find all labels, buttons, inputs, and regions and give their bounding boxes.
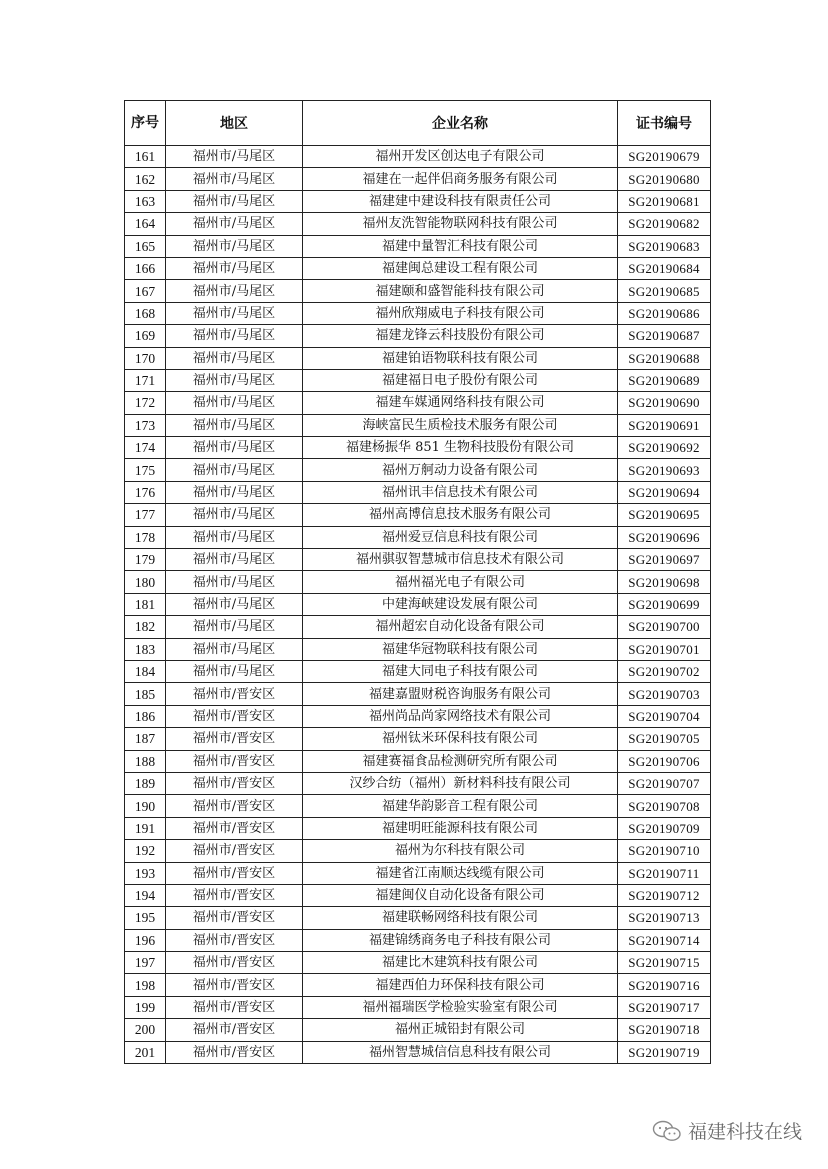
cell-seq: 184 <box>125 660 166 682</box>
cell-cert: SG20190696 <box>618 526 711 548</box>
cell-seq: 197 <box>125 952 166 974</box>
cell-cert: SG20190685 <box>618 280 711 302</box>
cell-cert: SG20190684 <box>618 257 711 279</box>
cell-region: 福州市/马尾区 <box>166 616 303 638</box>
cell-region: 福州市/晋安区 <box>166 952 303 974</box>
cell-seq: 171 <box>125 369 166 391</box>
cell-region: 福州市/马尾区 <box>166 347 303 369</box>
table-row <box>125 549 711 571</box>
cell-region: 福州市/马尾区 <box>166 235 303 257</box>
cell-region: 福州市/晋安区 <box>166 907 303 929</box>
cell-company: 福州尚品尚家网络技术有限公司 <box>303 705 618 727</box>
certificate-table <box>124 100 711 1064</box>
table-row <box>125 884 711 906</box>
cell-seq: 176 <box>125 481 166 503</box>
cell-region: 福州市/晋安区 <box>166 1019 303 1041</box>
cell-region: 福州市/马尾区 <box>166 146 303 168</box>
cell-company: 福建杨振华 851 生物科技股份有限公司 <box>303 437 618 459</box>
cell-region: 福州市/马尾区 <box>166 414 303 436</box>
table-body <box>125 146 711 1064</box>
cell-cert: SG20190707 <box>618 772 711 794</box>
cell-cert: SG20190686 <box>618 302 711 324</box>
cell-seq: 182 <box>125 616 166 638</box>
cell-cert: SG20190693 <box>618 459 711 481</box>
cell-company: 福州为尔科技有限公司 <box>303 840 618 862</box>
cell-company: 福建中量智汇科技有限公司 <box>303 235 618 257</box>
cell-company: 福州高博信息技术服务有限公司 <box>303 504 618 526</box>
table-row <box>125 840 711 862</box>
cell-region: 福州市/晋安区 <box>166 683 303 705</box>
cell-cert: SG20190706 <box>618 750 711 772</box>
table-row <box>125 795 711 817</box>
table-row <box>125 235 711 257</box>
cell-company: 海峡富民生质检技术服务有限公司 <box>303 414 618 436</box>
table-row <box>125 414 711 436</box>
table-row <box>125 728 711 750</box>
cell-region: 福州市/晋安区 <box>166 862 303 884</box>
cell-company: 福建省江南顺达线缆有限公司 <box>303 862 618 884</box>
cell-seq: 161 <box>125 146 166 168</box>
cell-company: 福建在一起伴侣商务服务有限公司 <box>303 168 618 190</box>
cell-cert: SG20190714 <box>618 929 711 951</box>
table-row <box>125 683 711 705</box>
cell-company: 福建建中建设科技有限责任公司 <box>303 190 618 212</box>
table-row <box>125 952 711 974</box>
cell-seq: 178 <box>125 526 166 548</box>
cell-region: 福州市/马尾区 <box>166 593 303 615</box>
cell-company: 福州讯丰信息技术有限公司 <box>303 481 618 503</box>
cell-seq: 198 <box>125 974 166 996</box>
table-row <box>125 616 711 638</box>
cell-cert: SG20190719 <box>618 1041 711 1063</box>
cell-cert: SG20190715 <box>618 952 711 974</box>
table-header-row <box>125 101 711 146</box>
table-row <box>125 146 711 168</box>
cell-seq: 193 <box>125 862 166 884</box>
cell-company: 福建车媒通网络科技有限公司 <box>303 392 618 414</box>
cell-cert: SG20190718 <box>618 1019 711 1041</box>
cell-region: 福州市/晋安区 <box>166 929 303 951</box>
cell-region: 福州市/晋安区 <box>166 840 303 862</box>
cell-company: 福州福瑞医学检验实验室有限公司 <box>303 996 618 1018</box>
cell-company: 福州智慧城信信息科技有限公司 <box>303 1041 618 1063</box>
table-row <box>125 213 711 235</box>
table-row <box>125 638 711 660</box>
cell-region: 福州市/晋安区 <box>166 996 303 1018</box>
cell-seq: 166 <box>125 257 166 279</box>
cell-region: 福州市/晋安区 <box>166 750 303 772</box>
cell-cert: SG20190691 <box>618 414 711 436</box>
cell-region: 福州市/马尾区 <box>166 459 303 481</box>
cell-region: 福州市/马尾区 <box>166 549 303 571</box>
cell-seq: 169 <box>125 325 166 347</box>
cell-seq: 194 <box>125 884 166 906</box>
cell-cert: SG20190688 <box>618 347 711 369</box>
cell-seq: 201 <box>125 1041 166 1063</box>
cell-seq: 168 <box>125 302 166 324</box>
cell-seq: 164 <box>125 213 166 235</box>
table-row <box>125 862 711 884</box>
cell-cert: SG20190709 <box>618 817 711 839</box>
cell-region: 福州市/晋安区 <box>166 795 303 817</box>
header-cert: 证书编号 <box>618 101 711 146</box>
cell-company: 福建龙锋云科技股份有限公司 <box>303 325 618 347</box>
cell-seq: 162 <box>125 168 166 190</box>
cell-cert: SG20190713 <box>618 907 711 929</box>
cell-region: 福州市/马尾区 <box>166 437 303 459</box>
table-row <box>125 168 711 190</box>
cell-region: 福州市/晋安区 <box>166 817 303 839</box>
cell-company: 福州欣翔威电子科技有限公司 <box>303 302 618 324</box>
cell-region: 福州市/马尾区 <box>166 369 303 391</box>
cell-seq: 165 <box>125 235 166 257</box>
cell-company: 福建闽仪自动化设备有限公司 <box>303 884 618 906</box>
table-row <box>125 907 711 929</box>
cell-company: 福州开发区创达电子有限公司 <box>303 146 618 168</box>
cell-region: 福州市/晋安区 <box>166 884 303 906</box>
header-company: 企业名称 <box>303 101 618 146</box>
cell-seq: 183 <box>125 638 166 660</box>
cell-seq: 192 <box>125 840 166 862</box>
cell-cert: SG20190710 <box>618 840 711 862</box>
cell-cert: SG20190683 <box>618 235 711 257</box>
cell-seq: 191 <box>125 817 166 839</box>
cell-region: 福州市/马尾区 <box>166 213 303 235</box>
cell-seq: 185 <box>125 683 166 705</box>
table-row <box>125 504 711 526</box>
cell-region: 福州市/晋安区 <box>166 1041 303 1063</box>
table-row <box>125 392 711 414</box>
cell-seq: 189 <box>125 772 166 794</box>
cell-company: 中建海峡建设发展有限公司 <box>303 593 618 615</box>
cell-cert: SG20190689 <box>618 369 711 391</box>
table-row <box>125 1041 711 1063</box>
cell-region: 福州市/马尾区 <box>166 504 303 526</box>
cell-company: 福建比木建筑科技有限公司 <box>303 952 618 974</box>
cell-company: 福州万舸动力设备有限公司 <box>303 459 618 481</box>
cell-cert: SG20190702 <box>618 660 711 682</box>
cell-company: 福建华冠物联科技有限公司 <box>303 638 618 660</box>
cell-region: 福州市/马尾区 <box>166 302 303 324</box>
table-row <box>125 817 711 839</box>
table-row <box>125 302 711 324</box>
cell-seq: 179 <box>125 549 166 571</box>
cell-company: 福州福光电子有限公司 <box>303 571 618 593</box>
cell-seq: 173 <box>125 414 166 436</box>
cell-cert: SG20190712 <box>618 884 711 906</box>
cell-seq: 170 <box>125 347 166 369</box>
table-row <box>125 929 711 951</box>
cell-seq: 199 <box>125 996 166 1018</box>
cell-region: 福州市/马尾区 <box>166 571 303 593</box>
cell-cert: SG20190716 <box>618 974 711 996</box>
table-row <box>125 280 711 302</box>
cell-cert: SG20190711 <box>618 862 711 884</box>
cell-seq: 177 <box>125 504 166 526</box>
cell-cert: SG20190682 <box>618 213 711 235</box>
cell-company: 福建赛福食品检测研究所有限公司 <box>303 750 618 772</box>
cell-company: 福州友洗智能物联网科技有限公司 <box>303 213 618 235</box>
cell-cert: SG20190681 <box>618 190 711 212</box>
cell-region: 福州市/晋安区 <box>166 728 303 750</box>
cell-cert: SG20190700 <box>618 616 711 638</box>
cell-cert: SG20190705 <box>618 728 711 750</box>
cell-region: 福州市/马尾区 <box>166 280 303 302</box>
cell-region: 福州市/马尾区 <box>166 392 303 414</box>
cell-cert: SG20190679 <box>618 146 711 168</box>
table-row <box>125 190 711 212</box>
cell-seq: 175 <box>125 459 166 481</box>
header-seq: 序号 <box>125 101 166 146</box>
table-row <box>125 1019 711 1041</box>
cell-company: 福建大同电子科技有限公司 <box>303 660 618 682</box>
table-row <box>125 459 711 481</box>
cell-seq: 174 <box>125 437 166 459</box>
watermark <box>652 1117 802 1144</box>
header-region: 地区 <box>166 101 303 146</box>
cell-seq: 200 <box>125 1019 166 1041</box>
cell-cert: SG20190698 <box>618 571 711 593</box>
table-row <box>125 974 711 996</box>
table-row <box>125 437 711 459</box>
cell-seq: 167 <box>125 280 166 302</box>
table-row <box>125 257 711 279</box>
cell-seq: 196 <box>125 929 166 951</box>
cell-seq: 180 <box>125 571 166 593</box>
cell-region: 福州市/马尾区 <box>166 257 303 279</box>
wechat-icon <box>652 1120 682 1142</box>
cell-seq: 195 <box>125 907 166 929</box>
cell-company: 福建华韵影音工程有限公司 <box>303 795 618 817</box>
cell-seq: 163 <box>125 190 166 212</box>
table-row <box>125 660 711 682</box>
cell-company: 福建锦绣商务电子科技有限公司 <box>303 929 618 951</box>
cell-seq: 181 <box>125 593 166 615</box>
cell-cert: SG20190717 <box>618 996 711 1018</box>
cell-cert: SG20190701 <box>618 638 711 660</box>
cell-seq: 190 <box>125 795 166 817</box>
table-row <box>125 593 711 615</box>
cell-company: 福建福日电子股份有限公司 <box>303 369 618 391</box>
cell-company: 福州超宏自动化设备有限公司 <box>303 616 618 638</box>
cell-company: 福州钛米环保科技有限公司 <box>303 728 618 750</box>
cell-company: 福建明旺能源科技有限公司 <box>303 817 618 839</box>
cell-region: 福州市/马尾区 <box>166 481 303 503</box>
cell-cert: SG20190699 <box>618 593 711 615</box>
cell-cert: SG20190695 <box>618 504 711 526</box>
cell-cert: SG20190687 <box>618 325 711 347</box>
cell-seq: 187 <box>125 728 166 750</box>
cell-seq: 186 <box>125 705 166 727</box>
table-row <box>125 705 711 727</box>
table-row <box>125 996 711 1018</box>
cell-company: 福建铂语物联科技有限公司 <box>303 347 618 369</box>
cell-company: 福建嘉盟财税咨询服务有限公司 <box>303 683 618 705</box>
cell-cert: SG20190694 <box>618 481 711 503</box>
table-row <box>125 526 711 548</box>
cell-cert: SG20190708 <box>618 795 711 817</box>
cell-region: 福州市/晋安区 <box>166 772 303 794</box>
cell-cert: SG20190690 <box>618 392 711 414</box>
cell-company: 福建西伯力环保科技有限公司 <box>303 974 618 996</box>
cell-region: 福州市/马尾区 <box>166 638 303 660</box>
cell-company: 福州骐驭智慧城市信息技术有限公司 <box>303 549 618 571</box>
cell-region: 福州市/马尾区 <box>166 190 303 212</box>
cell-region: 福州市/马尾区 <box>166 660 303 682</box>
cell-cert: SG20190692 <box>618 437 711 459</box>
cell-seq: 172 <box>125 392 166 414</box>
cell-seq: 188 <box>125 750 166 772</box>
table-row <box>125 772 711 794</box>
cell-cert: SG20190697 <box>618 549 711 571</box>
cell-company: 汉纱合纺（福州）新材料科技有限公司 <box>303 772 618 794</box>
cell-company: 福州正城铅封有限公司 <box>303 1019 618 1041</box>
cell-region: 福州市/马尾区 <box>166 325 303 347</box>
table-row <box>125 481 711 503</box>
cell-cert: SG20190680 <box>618 168 711 190</box>
cell-company: 福建联畅网络科技有限公司 <box>303 907 618 929</box>
table-row <box>125 369 711 391</box>
cell-cert: SG20190704 <box>618 705 711 727</box>
table-row <box>125 347 711 369</box>
table-row <box>125 571 711 593</box>
cell-company: 福建闽总建设工程有限公司 <box>303 257 618 279</box>
cell-region: 福州市/马尾区 <box>166 526 303 548</box>
cell-company: 福建颐和盛智能科技有限公司 <box>303 280 618 302</box>
table-row <box>125 325 711 347</box>
cell-cert: SG20190703 <box>618 683 711 705</box>
cell-region: 福州市/马尾区 <box>166 168 303 190</box>
cell-company: 福州爱豆信息科技有限公司 <box>303 526 618 548</box>
cell-region: 福州市/晋安区 <box>166 974 303 996</box>
table-row <box>125 750 711 772</box>
watermark-text: 福建科技在线 <box>687 1121 802 1143</box>
cell-region: 福州市/晋安区 <box>166 705 303 727</box>
